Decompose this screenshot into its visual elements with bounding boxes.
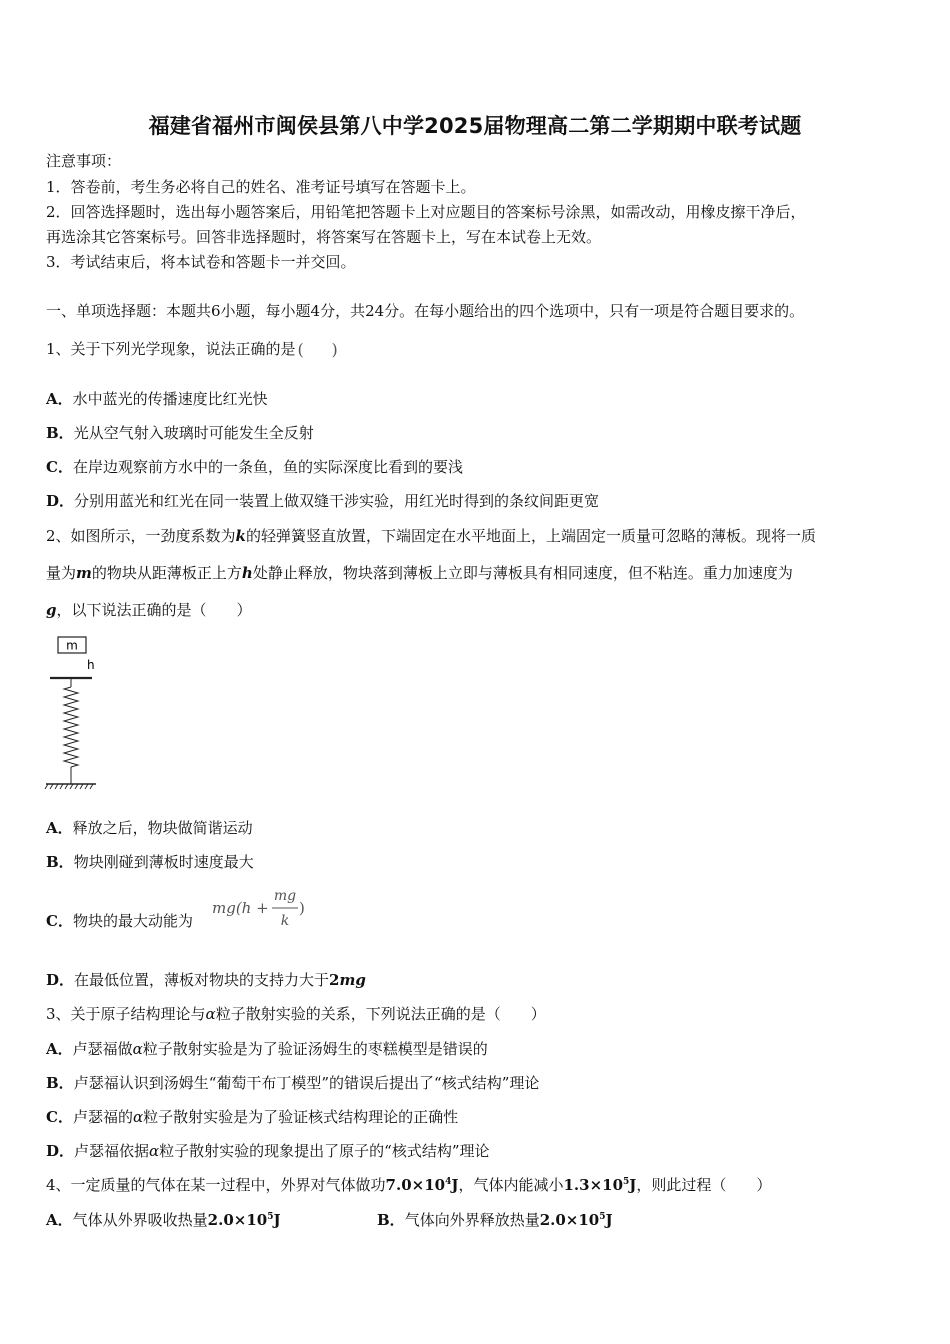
option-text: 水中蓝光的传播速度比红光快 xyxy=(72,390,268,408)
energy-unit: J xyxy=(629,1176,637,1194)
work-value: 7.0×10 xyxy=(385,1176,446,1194)
stem-text: 的物块从距薄板正上方 xyxy=(91,564,242,582)
question-1-text: 1、关于下列光学现象，说法正确的是 xyxy=(46,340,296,358)
heat-exponent: 5 xyxy=(267,1212,274,1222)
ground-hatching xyxy=(45,784,93,789)
heat-value: 2.0×10 xyxy=(539,1211,600,1229)
question-3-stem xyxy=(46,1004,546,1024)
energy-value: 1.3×10 xyxy=(563,1176,624,1194)
option-label: B． xyxy=(46,424,74,442)
question-2-option-d xyxy=(46,970,366,990)
option-label: D． xyxy=(46,492,75,510)
question-2-option-a xyxy=(46,818,253,838)
stem-text: 量为 xyxy=(46,564,77,582)
fraction-denominator: k xyxy=(280,913,290,929)
stem-text: 4、一定质量的气体在某一过程中，外界对气体做功 xyxy=(46,1176,386,1194)
question-3-option-a xyxy=(46,1039,488,1059)
option-text: 在最低位置，薄板对物块的支持力大于 xyxy=(74,971,330,989)
question-3-option-d xyxy=(46,1141,490,1161)
option-text: 物块刚碰到薄板时速度最大 xyxy=(73,853,254,871)
question-1-option-d xyxy=(46,491,599,511)
question-2-stem-line-2 xyxy=(46,563,793,583)
option-label: A． xyxy=(46,1040,73,1058)
bracket-left: ( xyxy=(297,340,304,359)
formula-prefix: mg(h + xyxy=(212,899,269,917)
option-label: C． xyxy=(46,1108,73,1126)
work-unit: J xyxy=(451,1176,459,1194)
question-2-option-c xyxy=(46,911,193,931)
notice-item-2-cont: 再选涂其它答案标号。回答非选择题时，将答案写在答题卡上，写在本试卷上无效。 xyxy=(46,228,602,246)
question-4-stem xyxy=(46,1175,771,1195)
option-text: 气体向外界释放热量 xyxy=(404,1211,540,1229)
option-text: 粒子散射实验是为了验证核式结构理论的正确性 xyxy=(143,1108,459,1126)
option-label: D． xyxy=(46,1142,75,1160)
stem-text: 的轻弹簧竖直放置，下端固定在水平地面上，上端固定一质量可忽略的薄板。现将一质 xyxy=(245,527,816,545)
option-text: 卢瑟福依据 xyxy=(74,1142,150,1160)
notice-item-2: 2．回答选择题时，选出每小题答案后，用铅笔把答题卡上对应题目的答案标号涂黑，如需改动，用橡皮擦干净后， xyxy=(46,203,806,221)
stem-text: 2、如图所示，一劲度系数为 xyxy=(46,527,236,545)
question-1-option-a xyxy=(46,389,268,409)
option-label: B． xyxy=(46,853,74,871)
stem-text: 处静止释放，物块落到薄板上立即与薄板具有相同速度，但不粘连。重力加速度为 xyxy=(252,564,793,582)
option-label: C． xyxy=(46,912,73,930)
heat-unit: J xyxy=(605,1211,613,1229)
question-3-option-c xyxy=(46,1107,458,1127)
option-label: A． xyxy=(46,1211,73,1229)
question-1-stem xyxy=(46,339,336,359)
option-text: 在岸边观察前方水中的一条鱼，鱼的实际深度比看到的要浅 xyxy=(72,458,463,476)
option-text: 光从空气射入玻璃时可能发生全反射 xyxy=(73,424,314,442)
option-label: B． xyxy=(46,1074,74,1092)
question-4-option-a xyxy=(46,1210,281,1230)
stem-text: ，气体内能减小 xyxy=(458,1176,564,1194)
option-label: C． xyxy=(46,458,73,476)
formula-suffix: ) xyxy=(299,899,305,917)
spring-diagram xyxy=(44,633,104,793)
stem-text: 3、关于原子结构理论与 xyxy=(46,1005,206,1023)
question-4-option-b xyxy=(377,1210,613,1230)
question-1-option-c xyxy=(46,457,463,477)
var-mg: mg xyxy=(339,971,366,989)
energy-exponent: 5 xyxy=(623,1177,630,1187)
var-h: h xyxy=(241,564,253,582)
heat-exponent: 5 xyxy=(599,1212,606,1222)
question-2-stem-line-1 xyxy=(46,526,816,546)
option-text: 粒子散射实验是为了验证汤姆生的枣糕模型是错误的 xyxy=(142,1040,488,1058)
stem-text: ，则此过程（ ） xyxy=(636,1176,772,1194)
option-label: B． xyxy=(377,1211,405,1229)
option-label: A． xyxy=(46,390,73,408)
notice-item-1: 1．答卷前，考生务必将自己的姓名、准考证号填写在答题卡上。 xyxy=(46,178,476,196)
option-text: 粒子散射实验的现象提出了原子的“核式结构”理论 xyxy=(159,1142,490,1160)
option-value: 2 xyxy=(329,971,340,989)
option-text: 卢瑟福的 xyxy=(72,1108,133,1126)
alpha-symbol: α xyxy=(149,1142,160,1160)
question-3-option-b xyxy=(46,1073,539,1093)
page-title: 福建省福州市闽侯县第八中学2025届物理高二第二学期期中联考试题 xyxy=(148,114,802,138)
fraction-numerator: mg xyxy=(273,888,297,904)
notice-item-3: 3．考试结束后，将本试卷和答题卡一并交回。 xyxy=(46,253,356,271)
bracket-right: ) xyxy=(331,340,338,359)
heat-value: 2.0×10 xyxy=(207,1211,268,1229)
option-text: 分别用蓝光和红光在同一装置上做双缝干涉实验，用红光时得到的条纹间距更宽 xyxy=(74,492,600,510)
alpha-symbol: α xyxy=(205,1005,216,1023)
option-text: 释放之后，物块做简谐运动 xyxy=(72,819,253,837)
question-2-stem-line-3 xyxy=(46,600,252,620)
question-2-option-b xyxy=(46,852,254,872)
stem-text: 粒子散射实验的关系，下列说法正确的是（ ） xyxy=(215,1005,546,1023)
spring-coil xyxy=(64,687,78,767)
stem-text: ，以下说法正确的是（ ） xyxy=(56,601,252,619)
var-g: g xyxy=(46,601,57,619)
mass-label: m xyxy=(66,638,78,653)
section-heading: 一、单项选择题：本题共6小题，每小题4分，共24分。在每小题给出的四个选项中，只有一项是符合题目要求的。 xyxy=(46,302,805,320)
option-label: A． xyxy=(46,819,73,837)
work-exponent: 4 xyxy=(445,1177,452,1187)
kinetic-energy-formula xyxy=(212,888,312,936)
option-text: 物块的最大动能为 xyxy=(72,912,193,930)
alpha-symbol: α xyxy=(132,1040,143,1058)
option-label: D． xyxy=(46,971,75,989)
height-label: h xyxy=(87,658,95,672)
notice-header: 注意事项： xyxy=(46,152,122,170)
alpha-symbol: α xyxy=(132,1108,144,1126)
question-1-option-b xyxy=(46,423,314,443)
option-text: 气体从外界吸收热量 xyxy=(72,1211,208,1229)
option-text: 卢瑟福认识到汤姆生“葡萄干布丁模型”的错误后提出了“核式结构”理论 xyxy=(73,1074,540,1092)
option-text: 卢瑟福做 xyxy=(72,1040,133,1058)
var-k: k xyxy=(235,527,246,545)
heat-unit: J xyxy=(273,1211,281,1229)
var-m: m xyxy=(76,564,92,582)
